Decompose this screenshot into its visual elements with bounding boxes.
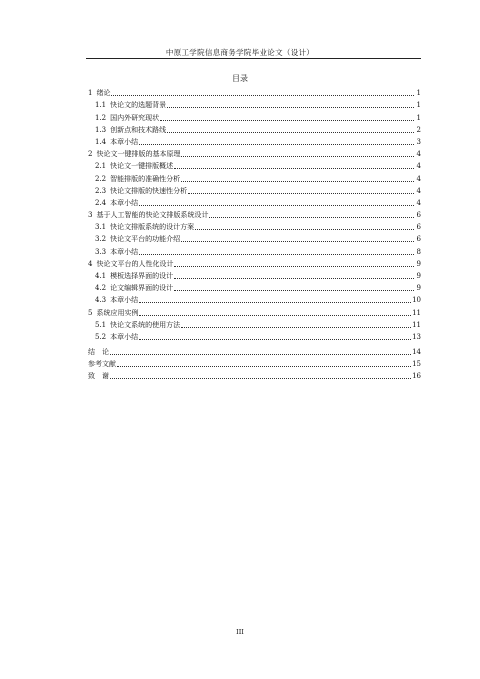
toc-entry	[86, 220, 421, 232]
toc-entry-title: 本章小结	[110, 137, 139, 146]
toc-entry-page: 9	[416, 284, 421, 293]
toc-entry-number: 4.3	[95, 296, 107, 305]
toc-entry-title: 本章小结	[110, 247, 139, 256]
toc-entry	[86, 159, 421, 171]
toc-entry-title: 参考文献	[88, 359, 116, 368]
toc-entry-number: 5.1	[95, 320, 107, 329]
toc-entry-title: 论文编辑界面的设计	[110, 284, 174, 293]
toc-entry-number: 1.1	[95, 101, 107, 110]
toc-entry-title: 快论文排版的快速性分析	[110, 186, 188, 195]
toc-entry-page: 6	[416, 223, 421, 232]
toc-entry-page: 9	[416, 272, 421, 280]
toc-entry-page: 6	[416, 235, 421, 244]
toc-dot-leader	[139, 339, 411, 340]
toc-entry	[86, 147, 421, 159]
toc-entry-title: 本章小结	[110, 198, 139, 207]
toc-dot-leader	[174, 266, 414, 267]
toc-entry-number: 3.3	[95, 247, 107, 256]
toc-entry-title: 模板选择界面的设计	[110, 272, 174, 280]
toc-entry	[86, 196, 421, 208]
toc-entry	[86, 281, 421, 293]
toc-entry	[86, 171, 421, 183]
toc-entry-page: 13	[412, 332, 421, 341]
toc-entry-page: 10	[412, 296, 421, 305]
toc-entry	[86, 110, 421, 122]
toc-entry	[86, 318, 421, 330]
toc-entry-title: 本章小结	[110, 332, 139, 341]
toc-entry-title: 快论文平台的人性化设计	[96, 259, 174, 268]
toc-entry-page: 3	[416, 137, 421, 146]
toc-entry-page: 14	[412, 347, 421, 356]
toc-entry-page: 11	[412, 308, 421, 317]
toc-entry-title: 快论文一键排版的基本原理	[96, 150, 181, 159]
toc-entry-page: 9	[416, 259, 421, 268]
toc-entry-title: 快论文系统的使用方法	[110, 320, 181, 329]
toc-entry-page: 6	[416, 211, 421, 220]
toc-dot-leader	[181, 327, 411, 328]
toc-entry-title: 国内外研究现状	[110, 113, 160, 122]
toc-entry	[86, 330, 421, 342]
toc-dot-leader	[181, 181, 414, 182]
toc-entry-page: 1	[416, 113, 421, 122]
toc-title: 目录	[232, 74, 248, 83]
toc-entry-number: 2.4	[95, 198, 107, 207]
toc-entry-number: 1.3	[95, 125, 107, 134]
toc-entry-page: 4	[416, 150, 421, 159]
toc-entry	[86, 369, 421, 381]
toc-dot-leader	[160, 120, 414, 121]
toc-entry-page: 4	[416, 198, 421, 207]
toc-dot-leader	[195, 229, 414, 230]
toc-entry-page: 1	[416, 89, 421, 98]
toc-entry-number: 3.2	[95, 235, 107, 244]
toc-dot-leader	[111, 95, 414, 96]
toc-entry-page: 4	[416, 162, 421, 171]
toc-entry-number: 3	[88, 211, 93, 220]
header-rule	[86, 58, 421, 59]
toc-entry-number: 4.2	[95, 284, 107, 293]
toc-dot-leader	[174, 278, 414, 279]
toc-entry-number: 2	[88, 150, 93, 159]
table-of-contents	[86, 86, 421, 381]
toc-dot-leader	[174, 168, 414, 169]
toc-entry	[86, 305, 421, 317]
toc-dot-leader	[167, 107, 414, 108]
toc-entry	[86, 293, 421, 305]
toc-entry-title: 快论文平台的功能介绍	[110, 235, 181, 244]
toc-dot-leader	[167, 132, 414, 133]
toc-entry-page: 15	[412, 359, 421, 368]
toc-entry-number: 2.2	[95, 174, 107, 183]
toc-dot-leader	[181, 241, 414, 242]
toc-entry-title: 快论文的选题背景	[110, 101, 167, 110]
toc-entry-title: 系统应用实例	[96, 308, 139, 317]
toc-dot-leader	[117, 366, 411, 367]
toc-entry-page: 16	[412, 372, 421, 381]
toc-entry-page: 8	[416, 247, 421, 256]
toc-entry-title: 快论文一键排版概述	[110, 162, 174, 171]
toc-entry	[86, 135, 421, 147]
toc-entry	[86, 345, 421, 357]
toc-entry-title: 致 谢	[88, 372, 109, 381]
toc-dot-leader	[110, 378, 411, 379]
toc-dot-leader	[139, 254, 414, 255]
toc-dot-leader	[209, 217, 414, 218]
toc-entry-page: 11	[412, 320, 421, 329]
toc-entry	[86, 208, 421, 220]
toc-entry-title: 基于人工智能的快论文排版系统设计	[96, 211, 209, 220]
toc-entry	[86, 232, 421, 244]
toc-dot-leader	[110, 354, 411, 355]
toc-entry	[86, 357, 421, 369]
toc-entry	[86, 244, 421, 256]
toc-entry-number: 5.2	[95, 332, 107, 341]
toc-entry-number: 4	[88, 259, 93, 268]
running-header: 中原工学院信息商务学院毕业论文（设计）	[165, 48, 315, 57]
toc-entry-title: 本章小结	[110, 296, 139, 305]
toc-entry-page: 4	[416, 186, 421, 195]
toc-entry-title: 快论文排版系统的设计方案	[110, 223, 195, 232]
page-number: III	[236, 628, 244, 636]
toc-entry-page: 2	[416, 125, 421, 134]
toc-entry-number: 3.1	[95, 223, 107, 232]
toc-entry-number: 4.1	[95, 272, 107, 280]
toc-entry-number: 1	[88, 89, 93, 98]
toc-entry	[86, 98, 421, 110]
toc-entry-title: 创新点和技术路线	[110, 125, 167, 134]
toc-entry-number: 2.3	[95, 186, 107, 195]
toc-dot-leader	[139, 205, 414, 206]
toc-entry-title: 绪论	[96, 89, 111, 98]
toc-entry-title: 智能排版的准确性分析	[110, 174, 181, 183]
toc-entry	[86, 257, 421, 269]
toc-entry	[86, 269, 421, 281]
toc-entry-number: 2.1	[95, 162, 107, 171]
toc-dot-leader	[139, 144, 414, 145]
toc-entry-page: 4	[416, 174, 421, 183]
toc-entry-page: 1	[416, 101, 421, 110]
toc-entry	[86, 123, 421, 135]
toc-entry-number: 1.4	[95, 137, 107, 146]
toc-dot-leader	[188, 193, 414, 194]
toc-dot-leader	[139, 302, 411, 303]
toc-dot-leader	[174, 290, 414, 291]
toc-entry-number: 1.2	[95, 113, 107, 122]
toc-entry-number: 5	[88, 308, 93, 317]
toc-entry	[86, 86, 421, 98]
toc-entry	[86, 184, 421, 196]
toc-dot-leader	[181, 156, 414, 157]
toc-dot-leader	[139, 315, 411, 316]
toc-entry-title: 结 论	[88, 347, 109, 356]
